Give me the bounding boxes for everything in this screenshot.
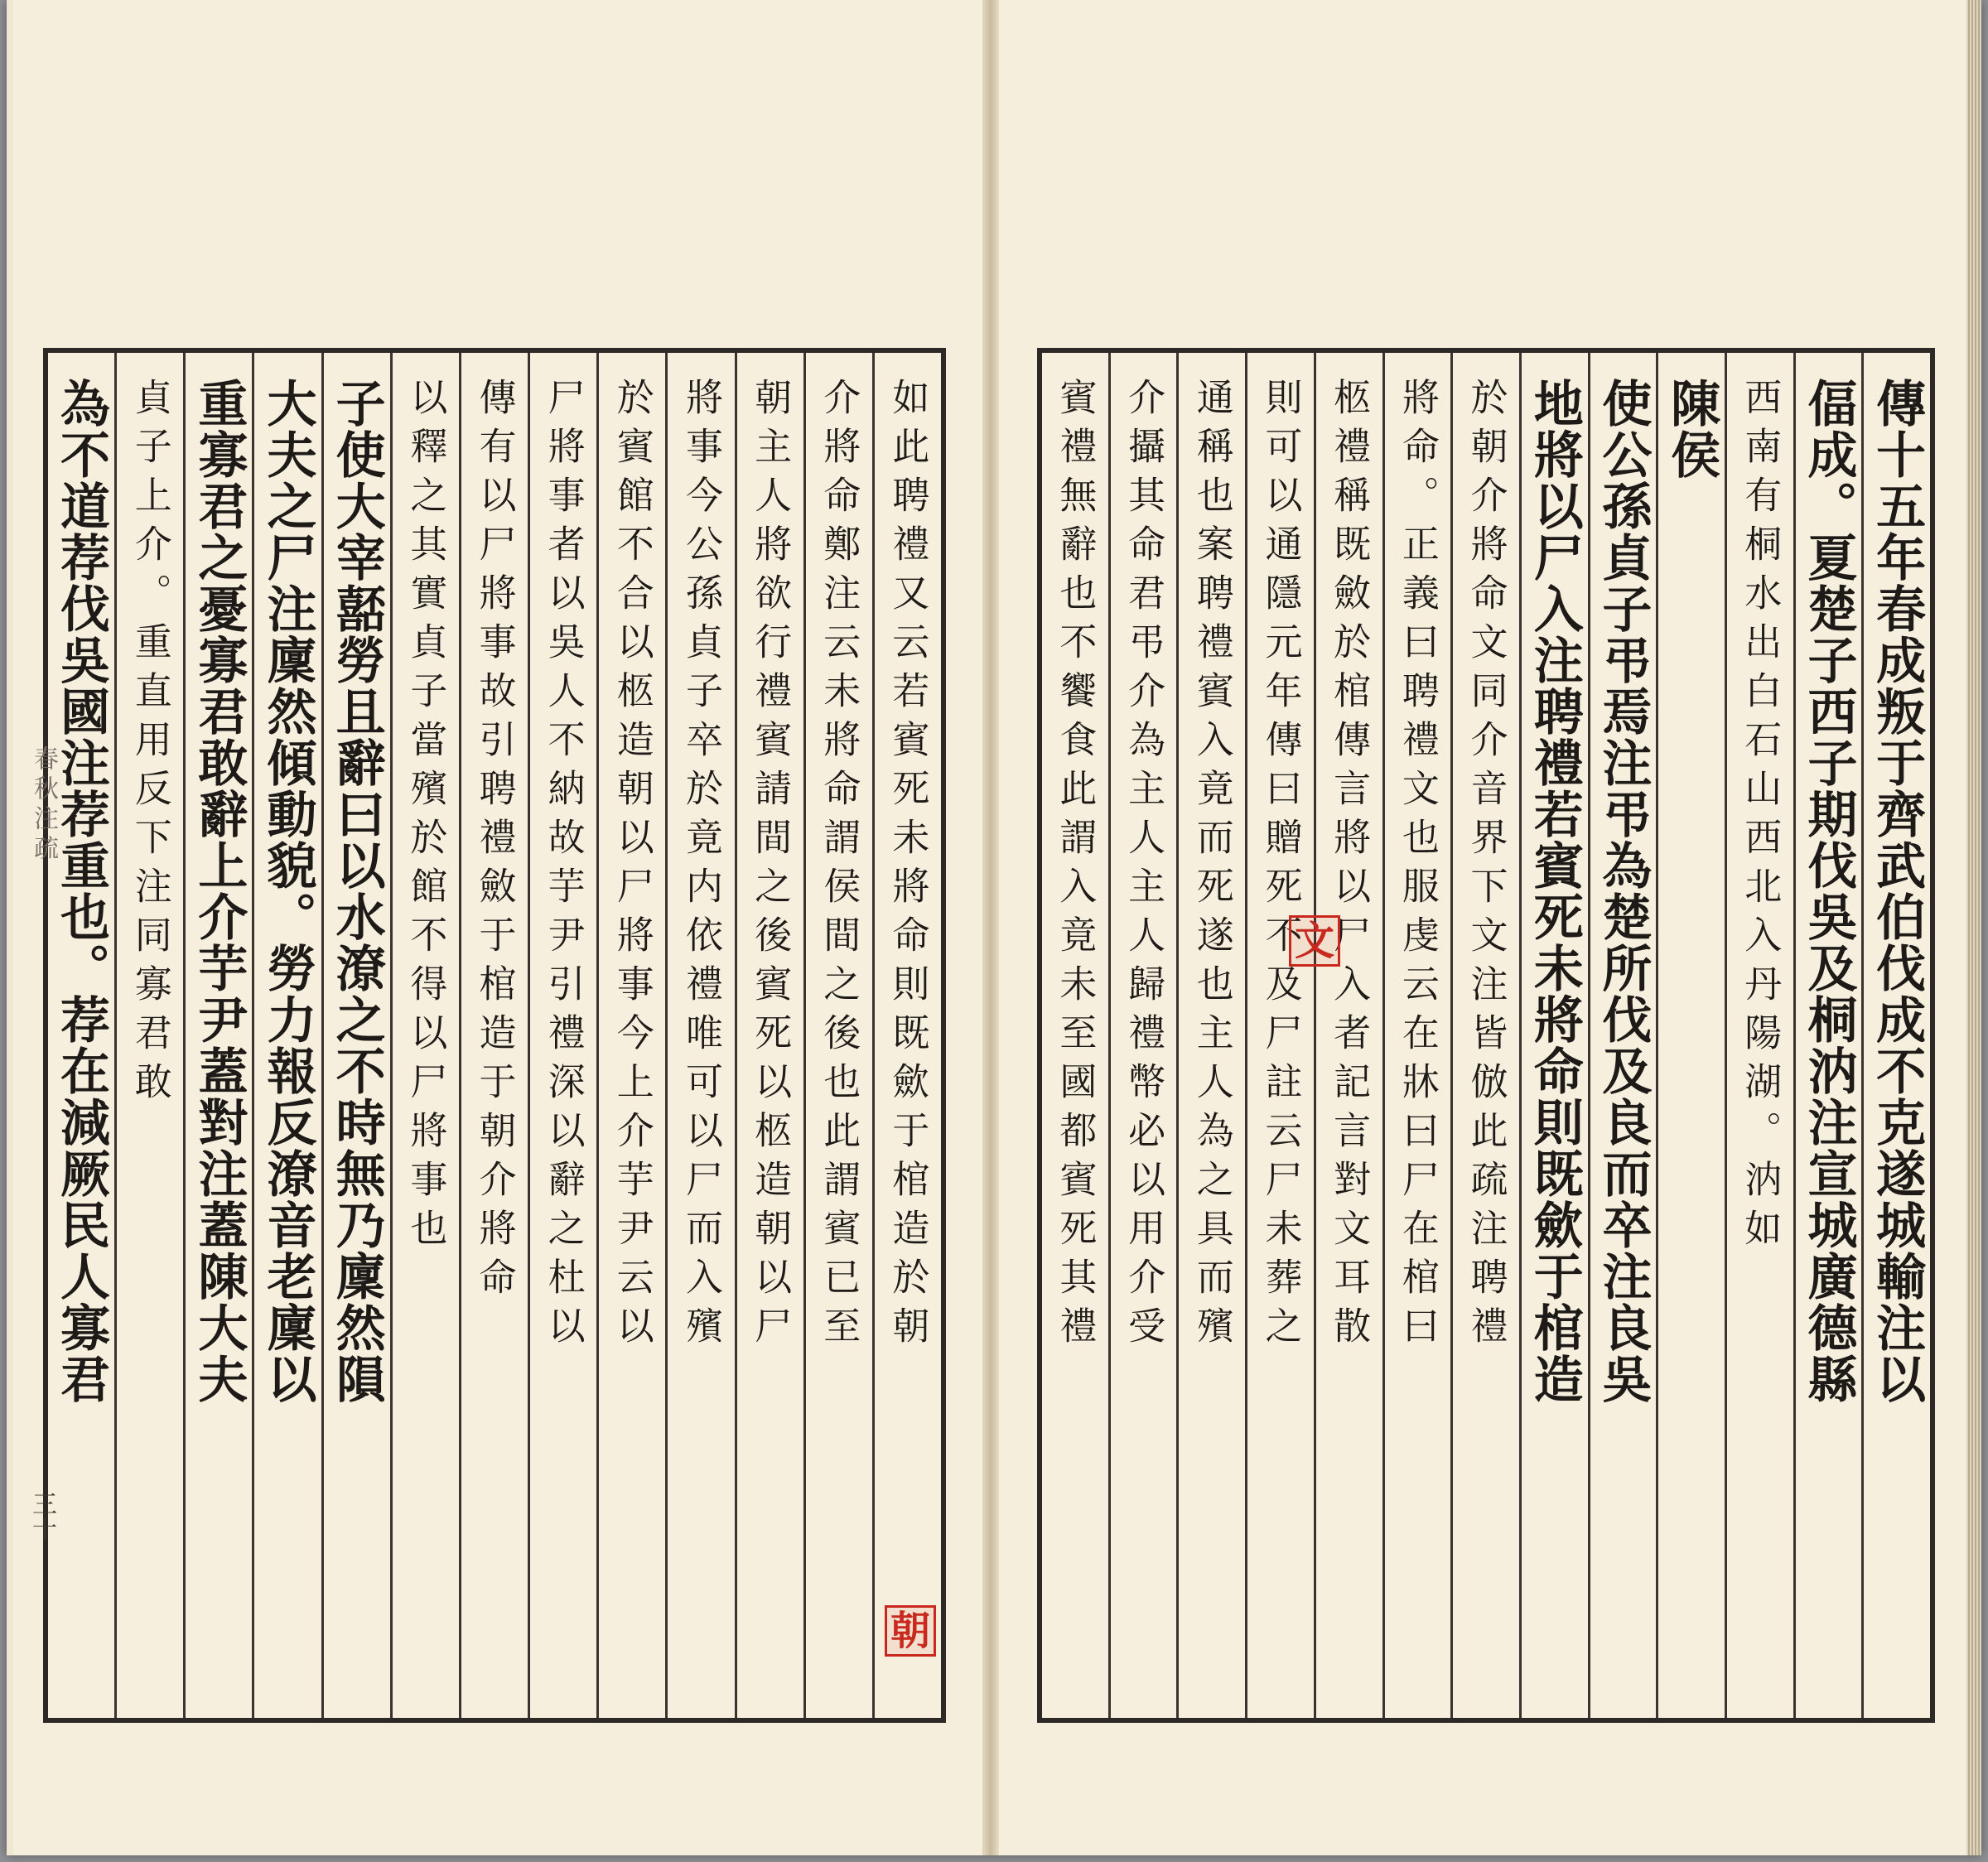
red-seal-stamp: 文	[1289, 915, 1340, 967]
text-column	[1042, 353, 1108, 1718]
column-text: 尸將事者以吳人不納故芋尹引禮深以辭之杜以	[541, 378, 586, 1355]
text-column	[114, 353, 183, 1718]
right-columns	[1042, 353, 1930, 1718]
page-number: 三十	[27, 1491, 56, 1541]
column-text: 偪成。夏楚子西子期伐吳及桐汭注宣城廣德縣	[1799, 378, 1858, 1405]
text-column	[1314, 353, 1382, 1718]
text-column	[252, 353, 321, 1718]
column-text: 西南有桐水出白石山西北入丹陽湖。汭如	[1738, 378, 1783, 1257]
text-column	[528, 353, 596, 1718]
text-column	[1245, 353, 1314, 1718]
open-book	[7, 0, 1981, 1855]
column-text: 傳十五年春成叛于齊武伯伐成不克遂城輸注以	[1868, 378, 1927, 1405]
column-text: 於朝介將命文同介音界下文注皆倣此疏注聘禮	[1464, 378, 1508, 1355]
text-column	[1450, 353, 1519, 1718]
text-column	[321, 353, 390, 1718]
column-text: 介攝其命君弔介為主人主人歸禮幣必以用介受	[1122, 378, 1166, 1355]
text-column	[1793, 353, 1862, 1718]
column-text: 以釋之其實貞子當殯於館不得以尸將事也	[403, 378, 448, 1257]
column-text: 賓禮無辭也不饗食此謂入竟未至國都賓死其禮	[1053, 378, 1098, 1355]
column-text: 介將命鄭注云未將命謂侯間之後也此謂賓已至	[817, 378, 861, 1355]
text-column	[665, 353, 734, 1718]
page-edges	[1966, 0, 1981, 1855]
left-columns	[48, 353, 941, 1718]
column-text: 使公孫貞子弔焉注弔為楚所伐及良而卒注良吳	[1594, 378, 1653, 1405]
red-seal-stamp: 朝	[885, 1605, 936, 1657]
text-column	[735, 353, 803, 1718]
column-text: 朝主人將欲行禮賓請間之後賓死以柩造朝以尸	[748, 378, 793, 1355]
column-text: 柩禮稱既斂於棺傳言將以尸入者記言對文耳散	[1327, 378, 1372, 1355]
text-column	[596, 353, 665, 1718]
column-text: 子使大宰嚭勞且辭曰以水潦之不時無乃廩然隕	[327, 378, 386, 1405]
text-column	[1588, 353, 1657, 1718]
column-text: 地將以尸入注聘禮若賓死未將命則既歛于棺造	[1525, 378, 1584, 1405]
column-text: 貞子上介。重直用反下注同寡君敢	[128, 378, 172, 1111]
right-text-frame	[1037, 348, 1935, 1723]
column-text: 大夫之尸注廩然傾動貌。勞力報反潦音老廩以	[258, 378, 317, 1405]
column-text: 陳侯	[1662, 378, 1721, 480]
column-text: 為不道荐伐吳國注荐重也。荐在減厥民人寡君	[52, 378, 111, 1405]
text-column	[390, 353, 459, 1718]
text-column	[872, 353, 941, 1718]
text-column	[459, 353, 528, 1718]
column-text: 重寡君之憂寡君敢辭上介芋尹蓋對注蓋陳大夫	[190, 378, 248, 1405]
column-text: 如此聘禮又云若賓死未將命則既歛于棺造於朝	[885, 378, 930, 1355]
column-text: 通稱也案聘禮賓入竟而死遂也主人為之具而殯	[1189, 378, 1234, 1355]
text-column	[1656, 353, 1725, 1718]
text-column	[1861, 353, 1930, 1718]
text-column	[183, 353, 252, 1718]
text-column	[803, 353, 872, 1718]
column-text: 則可以通隱元年傳曰贈死不及尸註云尸未葬之	[1258, 378, 1303, 1355]
left-text-frame	[43, 348, 946, 1723]
book-gutter	[982, 0, 999, 1855]
folio-title: 春秋注疏	[29, 745, 58, 865]
text-column	[1382, 353, 1451, 1718]
text-column	[1108, 353, 1177, 1718]
column-text: 將命。正義曰聘禮文也服虔云在牀曰尸在棺曰	[1395, 378, 1440, 1355]
column-text: 於賓館不合以柩造朝以尸將事今上介芋尹云以	[610, 378, 654, 1355]
text-column	[1519, 353, 1588, 1718]
text-column	[1176, 353, 1245, 1718]
text-column	[1725, 353, 1793, 1718]
column-text: 傳有以尸將事故引聘禮斂于棺造于朝介將命	[472, 378, 517, 1306]
column-text: 將事今公孫貞子卒於竟内依禮唯可以尸而入殯	[678, 378, 723, 1355]
